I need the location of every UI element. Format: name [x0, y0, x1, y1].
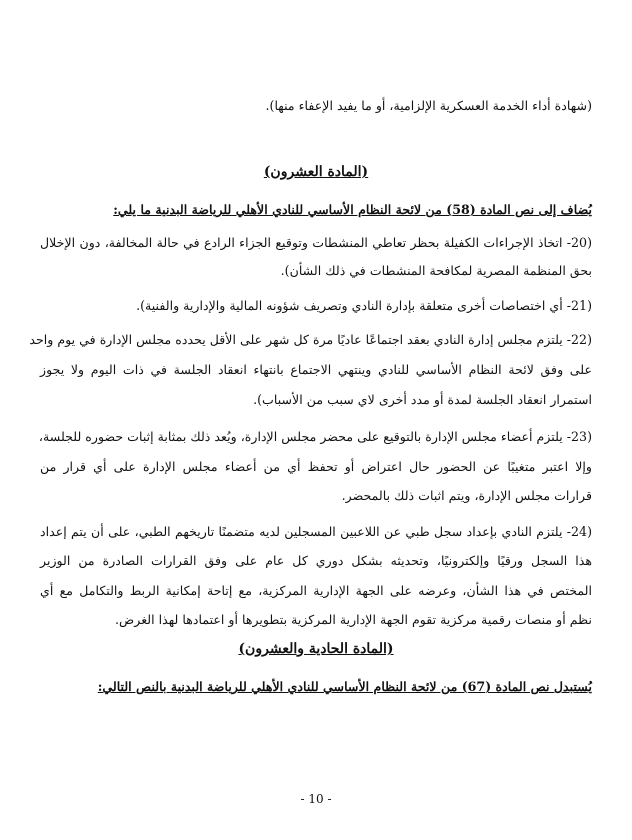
- article-21-heading: [0, 640, 632, 658]
- article-21-intro-text: يُستبدل نص المادة (67) من لائحة النظام الأساسي للنادي الأهلي للرياضة البدنية بالنص التالي:: [97, 679, 592, 694]
- item-20-line-1: (20- اتخاذ الإجراءات الكفيلة بحظر تعاطي المنشطات وتوقيع الجزاء الرادع في حالة المخالفة، دون الإخلال: [40, 235, 592, 250]
- item-21-line-1: (21- أي اختصاصات أخرى متعلقة بإدارة النادي وتصريف شؤونه المالية والإدارية والفنية).: [136, 298, 592, 313]
- previous-item-tail: (شهادة أداء الخدمة العسكرية الإلزامية، أو ما يفيد الإعفاء منها).: [265, 98, 592, 113]
- article-20-heading: [0, 163, 632, 181]
- article-21-title: (المادة الحادية والعشرون): [238, 641, 394, 657]
- item-24-line-2: هذا السجل ورقيًا وإلكترونيًا، وتحديثه بشكل دوري كل عام على وفق القرارات الصادرة من الوزير: [40, 553, 592, 568]
- item-24-line-1: (24- يلتزم النادي بإعداد سجل طبي عن اللاعبين المسجلين لديه متضمنًا تاريخهم الطبي، على أن يتم إعداد: [40, 524, 592, 539]
- item-22-line-2: على وفق لائحة النظام الأساسي للنادي وينتهي الاجتماع بانتهاء انعقاد الجلسة في ذات اليوم ولا يجوز: [40, 362, 592, 377]
- item-24-line-4: نظم أو منصات رقمية مركزية تقوم الجهة الإدارية المركزية بتطويرها أو اعتمادها لهذا الغرض.: [115, 612, 592, 627]
- article-20-intro-text: يُضاف إلى نص المادة (58) من لائحة النظام الأساسي للنادي الأهلي للرياضة البدنية ما يلي:: [113, 202, 592, 217]
- item-23-line-3: قرارات مجلس الإدارة، ويتم اثبات ذلك بالمحضر.: [341, 488, 592, 503]
- item-23-line-1: (23- يلتزم أعضاء مجلس الإدارة بالتوقيع على محضر مجلس الإدارة، ويُعد ذلك بمثابة إثبات حضوره للجلسة،: [38, 429, 592, 444]
- item-20-line-2: بحق المنظمة المصرية لمكافحة المنشطات في ذلك الشأن).: [280, 263, 592, 278]
- item-23-line-2: وإلا اعتبر متغيبًا عن الحضور حال اعتراض أو تحفظ أي من أعضاء مجلس الإدارة على أي قرار من: [40, 459, 592, 474]
- article-21-intro: [40, 678, 592, 695]
- item-22-line-3: استمرار انعقاد الجلسة لمدة أو مدد أخرى لاي سبب من الأسباب).: [253, 392, 592, 407]
- item-22-line-1: (22- يلتزم مجلس إدارة النادي بعقد اجتماعًا عاديًا مرة كل شهر على الأقل يحدده مجلس الإدارة في يوم واحد: [29, 332, 592, 347]
- article-20-intro: [40, 201, 592, 218]
- article-20-title: (المادة العشرون): [263, 164, 369, 180]
- page-number: - 10 -: [300, 792, 332, 806]
- item-24-line-3: المختص في هذا الشأن، وعرضه على الجهة الإدارية المركزية، مع إتاحة إمكانية الربط والتكامل مع أي: [40, 583, 592, 598]
